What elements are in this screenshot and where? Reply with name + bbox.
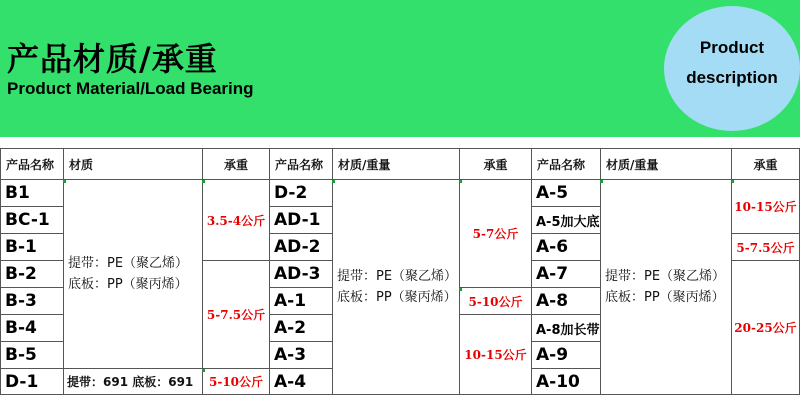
product-code: A-8加长带 (531, 314, 601, 342)
page-subtitle: Product Material/Load Bearing (7, 79, 254, 98)
header-load: 承重 (202, 148, 270, 180)
product-code: A-10 (531, 368, 601, 395)
load-value: 5-7.5公斤 (202, 260, 270, 369)
product-code: A-5 (531, 179, 601, 207)
spec-table (0, 148, 800, 395)
corner-mark (332, 180, 335, 183)
header-material-weight: 材质/重量 (600, 148, 732, 180)
material-cell (63, 179, 203, 369)
load-value: 5-10公斤 (459, 287, 532, 315)
product-code: B-4 (0, 314, 64, 342)
header-load: 承重 (459, 148, 532, 180)
product-code: B1 (0, 179, 64, 207)
corner-mark (63, 180, 66, 183)
load-value: 5-7公斤 (459, 179, 532, 288)
header-material-weight: 材质/重量 (332, 148, 460, 180)
material-cell (600, 179, 732, 395)
product-code: B-1 (0, 233, 64, 261)
product-code: A-8 (531, 287, 601, 315)
badge-line-1: Product (699, 38, 765, 57)
product-code: A-7 (531, 260, 601, 288)
product-code: A-1 (269, 287, 333, 315)
material-strap: 提带：PE（聚乙烯） (337, 269, 458, 284)
header-product-name: 产品名称 (0, 148, 64, 180)
material-strap: 提带：PE（聚乙烯） (605, 269, 726, 284)
header-material: 材质 (63, 148, 203, 180)
product-code: A-3 (269, 341, 333, 369)
load-value: 20-25公斤 (731, 260, 800, 395)
product-code: A-9 (531, 341, 601, 369)
corner-mark (600, 180, 603, 183)
product-description-badge (664, 6, 800, 131)
badge-line-2: description (686, 68, 778, 87)
product-code: A-6 (531, 233, 601, 261)
product-code: AD-3 (269, 260, 333, 288)
corner-mark (202, 369, 205, 372)
header-load: 承重 (731, 148, 800, 180)
load-value: 3.5-4公斤 (202, 179, 270, 261)
product-code: D-2 (269, 179, 333, 207)
header-product-name: 产品名称 (531, 148, 601, 180)
load-value: 5-7.5公斤 (731, 233, 800, 261)
header-banner (0, 0, 800, 137)
product-code: B-5 (0, 341, 64, 369)
material-cell-d1: 提带：691 底板：691 (63, 368, 203, 395)
product-code: B-3 (0, 287, 64, 315)
product-code: AD-1 (269, 206, 333, 234)
material-base: 底板：PP（聚丙烯） (605, 290, 725, 305)
page-title: 产品材质/承重 (7, 40, 218, 78)
corner-mark (202, 180, 205, 183)
product-code: A-2 (269, 314, 333, 342)
corner-mark (731, 180, 734, 183)
load-value: 10-15公斤 (459, 314, 532, 395)
product-code: D-1 (0, 368, 64, 395)
material-strap: 提带：PE（聚乙烯） (68, 256, 189, 271)
product-code: B-2 (0, 260, 64, 288)
material-cell (332, 179, 460, 395)
header-product-name: 产品名称 (269, 148, 333, 180)
load-value: 10-15公斤 (731, 179, 800, 234)
load-value: 5-10公斤 (202, 368, 270, 395)
material-base: 底板：PP（聚丙烯） (337, 290, 457, 305)
corner-mark (459, 180, 462, 183)
product-code: A-4 (269, 368, 333, 395)
product-code: AD-2 (269, 233, 333, 261)
product-code: BC-1 (0, 206, 64, 234)
product-code: A-5加大底 (531, 206, 601, 234)
corner-mark (459, 288, 462, 291)
material-base: 底板：PP（聚丙烯） (68, 277, 188, 292)
